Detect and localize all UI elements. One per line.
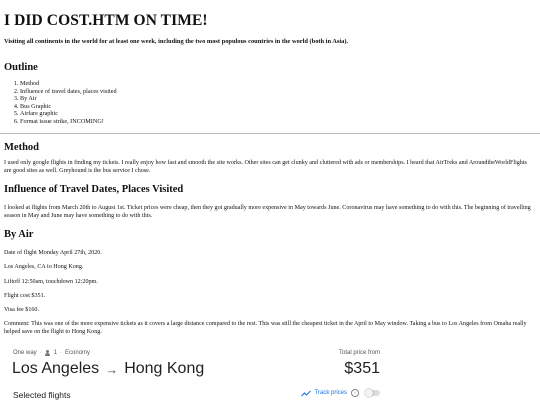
outline-item: 6. Format issue strike, INCOMING! [20,118,117,126]
visa-fee-text: Visa fee $160. [4,307,39,313]
arrow-right-icon: → [105,361,119,377]
meta-separator: · [60,350,63,356]
outline-heading: Outline [4,62,38,73]
by-air-heading: By Air [4,229,34,240]
toggle-knob [365,389,373,397]
flight-screenshot [0,346,540,405]
outline-item: 3. By Air [20,95,117,103]
origin-city: Los Angeles [12,360,100,377]
cabin-class: Economy [65,350,91,356]
trip-type: One way [13,350,37,356]
section-divider [0,133,540,134]
destination-city: Hong Kong [124,360,205,377]
flight-route-text: Los Angeles, CA to Hong Kong. [4,264,84,270]
page-subtitle: Visiting all continents in the world for at least one week, including the two most populous countries in the world (both in Asia). [4,38,349,45]
page-title: I DID COST.HTM ON TIME! [4,12,208,29]
influence-text: I looked at flights from March 20th to August 1st. Ticket prices were cheap, then they got gradually more expensive in May towards June. Coronavirus may have something to do with this. The beginning of travelling season in May and June may have something to do with this. [4,205,531,219]
method-heading: Method [4,142,39,153]
outline-item: 1. Method [20,80,117,88]
person-icon [45,350,51,356]
selected-flights-heading: Selected flights [13,390,71,400]
flight-times-text: Liftoff 12:50am, touchdown 12:20pm. [4,279,98,285]
flight-comment-text: Comment: This was one of the more expensive tickets as it covers a large distance compared to the rest. This was still the cheapest ticket in the April to May window. Taking a bus to Los Angeles from Omaha really helped save on the flight to Hong Kong. [4,321,527,335]
influence-heading: Influence of Travel Dates, Places Visited [4,184,184,195]
price-label: Total price from [338,350,380,356]
track-prices-toggle[interactable] [366,390,380,396]
outline-item: 5. Airfare graphic [20,110,117,118]
passenger-count: 1 [53,350,58,356]
meta-separator: · [39,350,42,356]
trend-icon [301,390,311,397]
track-prices-control[interactable] [301,389,380,397]
track-prices-label: Track prices [314,390,347,396]
total-price: $351 [344,360,380,377]
outline-item: 4. Bus Graphic [20,103,117,111]
flight-cost-text: Flight cost $351. [4,293,46,299]
outline-list [4,80,117,126]
flight-date-text: Date of flight Monday April 27th, 2020. [4,250,102,256]
method-text: I used only google flights in finding my tickets. I really enjoy how fast and smooth the site works. Other sites can get clunky and cluttered with ads or memberships. I heard that AirTreks and AroundtheWorldFlights are good sites as well. Greyhound is the bus service I chose. [4,160,527,174]
trip-meta [13,350,90,356]
info-icon[interactable]: i [351,389,359,397]
outline-item: 2. Influence of travel dates, places visited [20,88,117,96]
route [12,360,204,378]
